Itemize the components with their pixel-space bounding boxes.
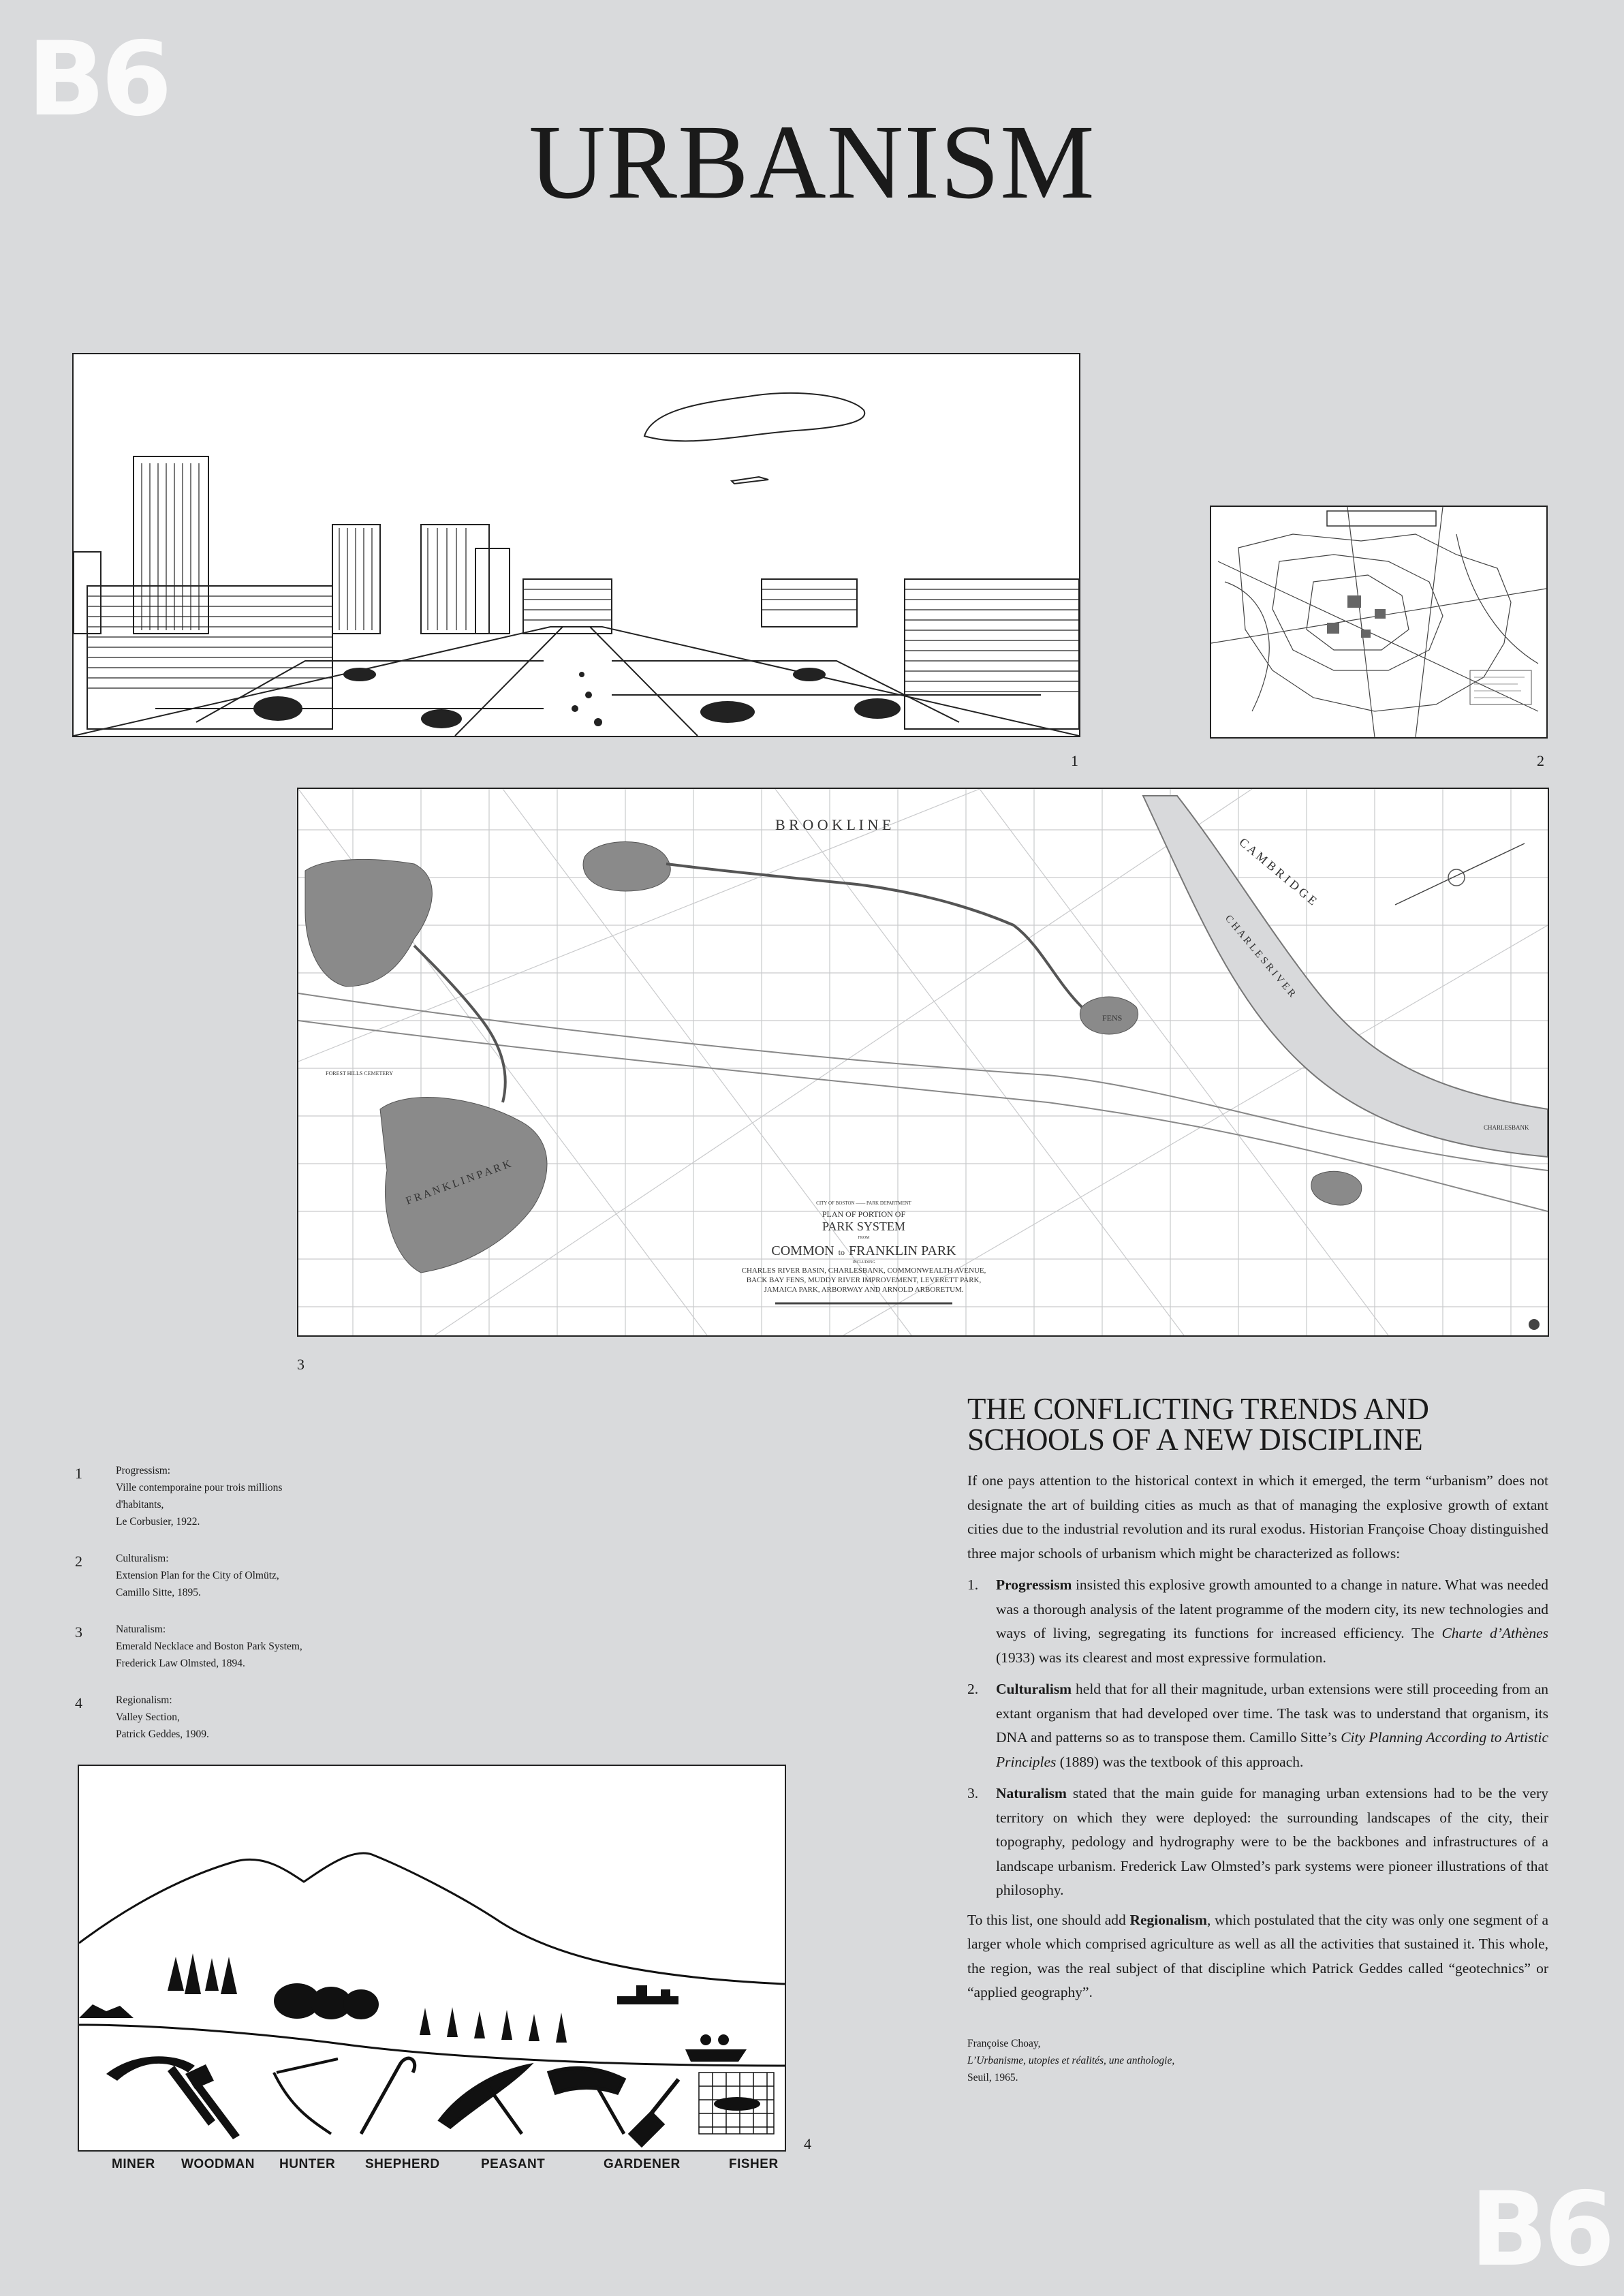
caption-school: Progressism: — [116, 1465, 171, 1476]
map-title-line-4: FROM — [858, 1236, 870, 1240]
boston-park-system-map — [298, 789, 1548, 1335]
caption-author: Camillo Sitte, 1895. — [116, 1587, 201, 1598]
essay-intro: If one pays attention to the historical context in which it emerged, the term “urbanism” does not designate the art of building cities as much as that of managing the explosive growth of extant cities due to the industrial revolution and its rural exodus. Historian Françoise Choay distinguished three major schools of urbanism which might be characterized as follows: — [967, 1472, 1548, 1562]
source-book: L’Urbanisme, utopies et réalités, une anthologie, — [967, 2054, 1175, 2066]
label-fisher: FISHER — [729, 2157, 779, 2171]
caption-school: Naturalism: — [116, 1624, 166, 1635]
item-text: stated that the main guide for managing urban extensions had to be the very territory on which they were deployed: the surrounding landscapes of the city, their topography, pedology and hydrography were to be the backbones and infrastructures of a landscape urbanism. Frederick Law Olmsted’s park systems were pioneer illustrations of that philosophy. — [996, 1785, 1548, 1898]
tail-term: Regionalism — [1129, 1911, 1207, 1928]
item-term: Progressism — [996, 1577, 1072, 1593]
ville-contemporaine-drawing — [74, 354, 1079, 736]
caption-work: Emerald Necklace and Boston Park System, — [116, 1641, 302, 1652]
caption-author: Patrick Geddes, 1909. — [116, 1728, 209, 1740]
map-title-line-2: PLAN OF PORTION OF — [822, 1209, 906, 1219]
essay-item-naturalism — [967, 1782, 1548, 1903]
map-title-line-3: PARK SYSTEM — [822, 1220, 905, 1233]
caption-work: Extension Plan for the City of Olmütz, — [116, 1570, 279, 1581]
caption-2 — [75, 1550, 320, 1601]
fens-label: FENS — [1102, 1013, 1123, 1023]
caption-work: Ville contemporaine pour trois millions — [116, 1482, 283, 1493]
essay-block — [967, 1394, 1548, 2086]
essay-regionalism — [967, 1908, 1548, 2005]
page-title: URBANISM — [529, 103, 1095, 221]
charlesbank-label: CHARLESBANK — [1484, 1124, 1529, 1131]
item-italic: City Planning According to Artistic Principles — [996, 1729, 1548, 1770]
essay-item-progressism — [967, 1573, 1548, 1670]
tail-text-end: , which postulated that the city was only one segment of a larger whole which comprised agriculture as well as all the activities that sustained it. This whole, the region, was the real subject of that discipline which Patrick Geddes called “geotechnics” or “applied geography”. — [967, 1911, 1548, 2000]
brookline-label: B R O O K L I N E — [775, 816, 892, 833]
essay-heading — [967, 1394, 1548, 1455]
item-text: insisted this explosive growth amounted to a change in nature. What was needed was a thorough analysis of the latent programme of the modern city, its new technologies and ways of living, segregating its functions for increased efficiency. The — [996, 1577, 1548, 1641]
figure-1-number: 1 — [1071, 752, 1078, 769]
svg-text:COMMONtoFRANKLIN PARK — [771, 1243, 956, 1258]
figure-2-number: 2 — [1537, 752, 1544, 769]
tail-text: To this list, one should add — [967, 1911, 1130, 1928]
franklin-park-label: F R A N K L I N P A R K — [404, 1158, 513, 1207]
forest-hills-label: FOREST HILLS CEMETERY — [326, 1070, 393, 1076]
caption-author: Le Corbusier, 1922. — [116, 1516, 200, 1527]
item-text-end: (1933) was its clearest and most expressive formulation. — [996, 1649, 1326, 1666]
caption-number: 4 — [75, 1694, 82, 1711]
figure-1-ville-contemporaine — [72, 353, 1080, 737]
olmutz-map — [1211, 507, 1546, 737]
figure-4-number: 4 — [804, 2135, 811, 2152]
item-text: held that for all their magnitude, urban extensions were still proceeding from an extant organism that had developed over time. The task was to understand that organism, its DNA and patterns so as to transpose them. Camillo Sitte’s — [996, 1681, 1548, 1746]
charles-river-label: C H A R L E S R I V E R — [1222, 913, 1298, 999]
caption-number: 2 — [75, 1553, 82, 1570]
item-italic: Charte d’Athènes — [1441, 1625, 1548, 1641]
map-title-line-6: INCLUDING — [852, 1260, 875, 1265]
label-shepherd: SHEPHERD — [365, 2157, 440, 2171]
map-title-to: to — [838, 1247, 845, 1257]
caption-1 — [75, 1462, 320, 1530]
map-title-line-8: BACK BAY FENS, MUDDY RIVER IMPROVEMENT, LEVERETT PARK, — [746, 1276, 982, 1284]
caption-school: Regionalism: — [116, 1694, 172, 1706]
map-title-line-7: CHARLES RIVER BASIN, CHARLESBANK, COMMONWEALTH AVENUE, — [741, 1267, 986, 1275]
caption-3 — [75, 1621, 320, 1672]
source-publisher: Seuil, 1965. — [967, 2071, 1018, 2083]
item-number: 2. — [967, 1681, 979, 1697]
caption-work-cont: d'habitants, — [116, 1499, 164, 1510]
figure-2-olmutz-plan — [1210, 506, 1548, 739]
cambridge-label: C A M B R I D G E — [1236, 835, 1320, 908]
essay-item-culturalism — [967, 1677, 1548, 1774]
figure-4-valley-section — [78, 1765, 786, 2152]
item-number: 1. — [967, 1577, 979, 1593]
label-miner: MINER — [112, 2157, 155, 2171]
map-title-common: COMMON — [771, 1243, 834, 1258]
caption-author: Frederick Law Olmsted, 1894. — [116, 1658, 245, 1669]
label-peasant: PEASANT — [481, 2157, 546, 2171]
map-title-line-1: CITY OF BOSTON —— PARK DEPARTMENT — [816, 1200, 911, 1206]
caption-4 — [75, 1692, 320, 1743]
label-hunter: HUNTER — [279, 2157, 336, 2171]
label-gardener: GARDENER — [604, 2157, 681, 2171]
panel-code-top: B6 — [27, 20, 168, 139]
caption-work: Valley Section, — [116, 1711, 180, 1723]
panel-code-bottom: B6 — [1470, 2171, 1611, 2289]
valley-section-drawing — [79, 1766, 785, 2150]
map-title-franklin: FRANKLIN PARK — [848, 1243, 956, 1258]
caption-number: 1 — [75, 1465, 82, 1482]
item-term: Naturalism — [996, 1785, 1067, 1801]
figure-3-boston-park-system — [297, 788, 1549, 1337]
caption-number: 3 — [75, 1624, 82, 1641]
item-text-end: (1889) was the textbook of this approach. — [1056, 1753, 1304, 1770]
source-author: Françoise Choay, — [967, 2037, 1041, 2049]
caption-school: Culturalism: — [116, 1553, 169, 1564]
item-number: 3. — [967, 1785, 979, 1801]
essay-source — [967, 2035, 1548, 2086]
figure-captions — [75, 1462, 320, 1763]
item-term: Culturalism — [996, 1681, 1072, 1697]
essay-heading-line-2: SCHOOLS OF A NEW DISCIPLINE — [967, 1423, 1423, 1457]
map-title-line-9: JAMAICA PARK, ARBORWAY AND ARNOLD ARBORETUM. — [764, 1286, 964, 1294]
figure-3-number: 3 — [297, 1356, 304, 1373]
label-woodman: WOODMAN — [181, 2157, 255, 2171]
essay-heading-line-1: THE CONFLICTING TRENDS AND — [967, 1392, 1429, 1426]
